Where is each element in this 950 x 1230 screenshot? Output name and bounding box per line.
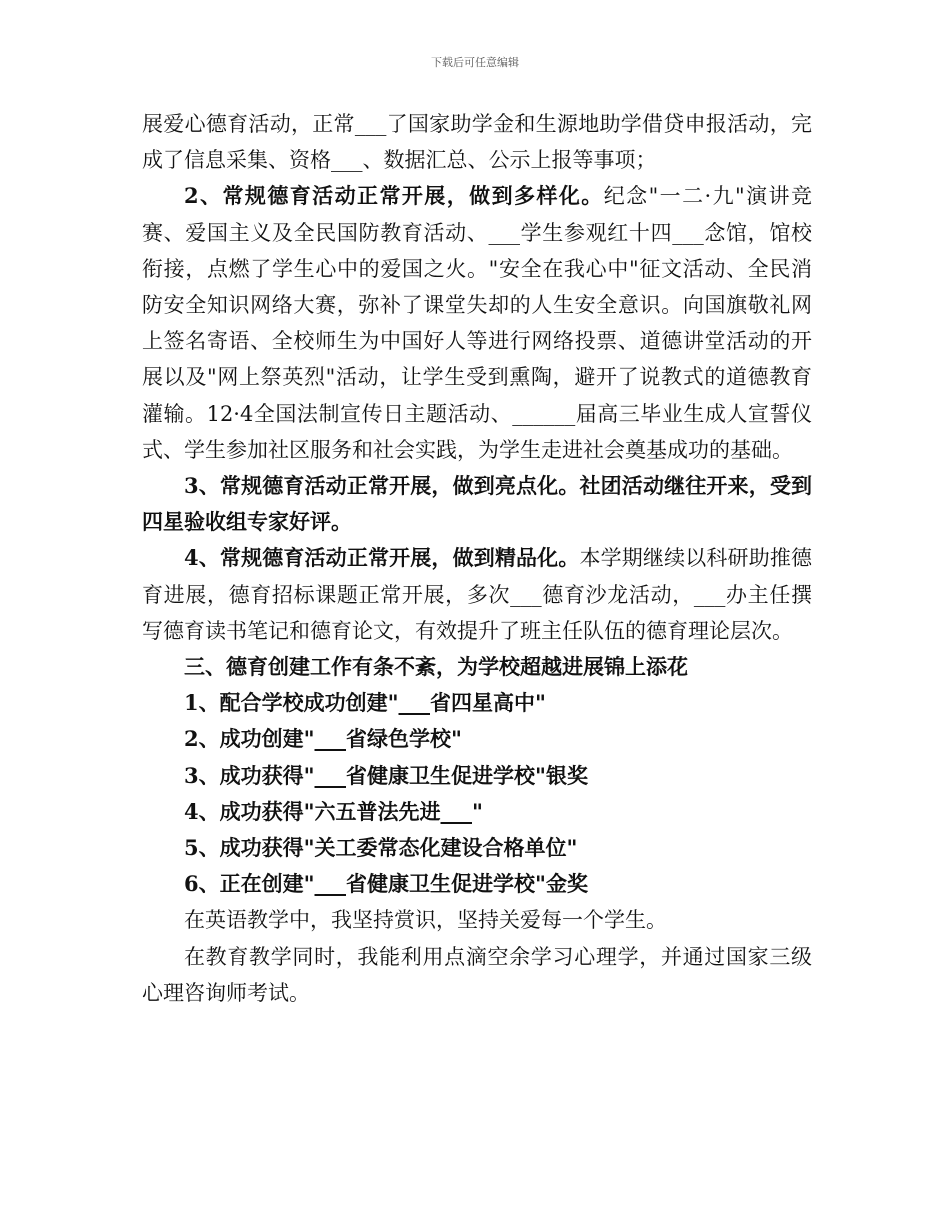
section-heading: 三、德育创建工作有条不紊，为学校超越进展锦上添花 [184, 654, 688, 680]
paragraph-refined [142, 540, 812, 649]
list-item: 3、成功获得"___省健康卫生促进学校"银奖 [184, 762, 588, 788]
paragraph-diversified [142, 178, 812, 468]
paragraph-body: 纪念"一二·九"演讲竞赛、爱国主义及全民国防教育活动、___学生参观红十四___念馆，馆校衔接，点燃了学生心中的爱国之火。"安全在我心中"征文活动、全民消防安全知识网络大赛，弥补了课堂失却的人生安全意识。向国旗敬礼网上签名寄语、全校师生为中国好人等进行网络投票、道德讲堂活动的开展以及"网上祭英烈"活动，让学生受到熏陶，避开了说教式的道德教育灌输。12·4全国法制宣传日主题活动、______届高三毕业生成人宣誓仪式、学生参加社区服务和社会实践，为学生走进社会奠基成功的基础。 [142, 184, 812, 462]
list-item: 4、成功获得"六五普法先进___" [184, 798, 483, 824]
list-item: 6、正在创建"___省健康卫生促进学校"金奖 [184, 871, 588, 897]
paragraph-body: 本学期继续以科研助推德育进展，德育招标课题正常开展，多次___德育沙龙活动，___办主任撰写德育读书笔记和德育论文，有效提升了班主任队伍的德育理论层次。 [142, 546, 812, 643]
list-item: 1、配合学校成功创建"___省四星高中" [184, 690, 546, 716]
paragraph-lead-bold: 4、常规德育活动正常开展，做到精品化。 [184, 545, 580, 571]
list-item: 2、成功创建"___省绿色学校" [184, 726, 462, 752]
paragraph-psychology: 在教育教学同时，我能利用点滴空余学习心理学，并通过国家三级心理咨询师考试。 [142, 944, 812, 1005]
document-body [142, 106, 812, 1011]
page-header: 下载后可任意编辑 [431, 56, 519, 69]
list-item: 5、成功获得"关工委常态化建设合格单位" [184, 835, 578, 861]
paragraph-english-teaching: 在英语教学中，我坚持赏识，坚持关爱每一个学生。 [184, 908, 667, 933]
paragraph-lead-bold: 2、常规德育活动正常开展，做到多样化。 [184, 183, 604, 209]
paragraph-continuation: 展爱心德育活动，正常___了国家助学金和生源地助学借贷申报活动，完成了信息采集、资格___、数据汇总、公示上报等事项； [142, 112, 812, 173]
paragraph-highlight: 3、常规德育活动正常开展，做到亮点化。社团活动继往开来，受到四星验收组专家好评。 [142, 473, 812, 535]
